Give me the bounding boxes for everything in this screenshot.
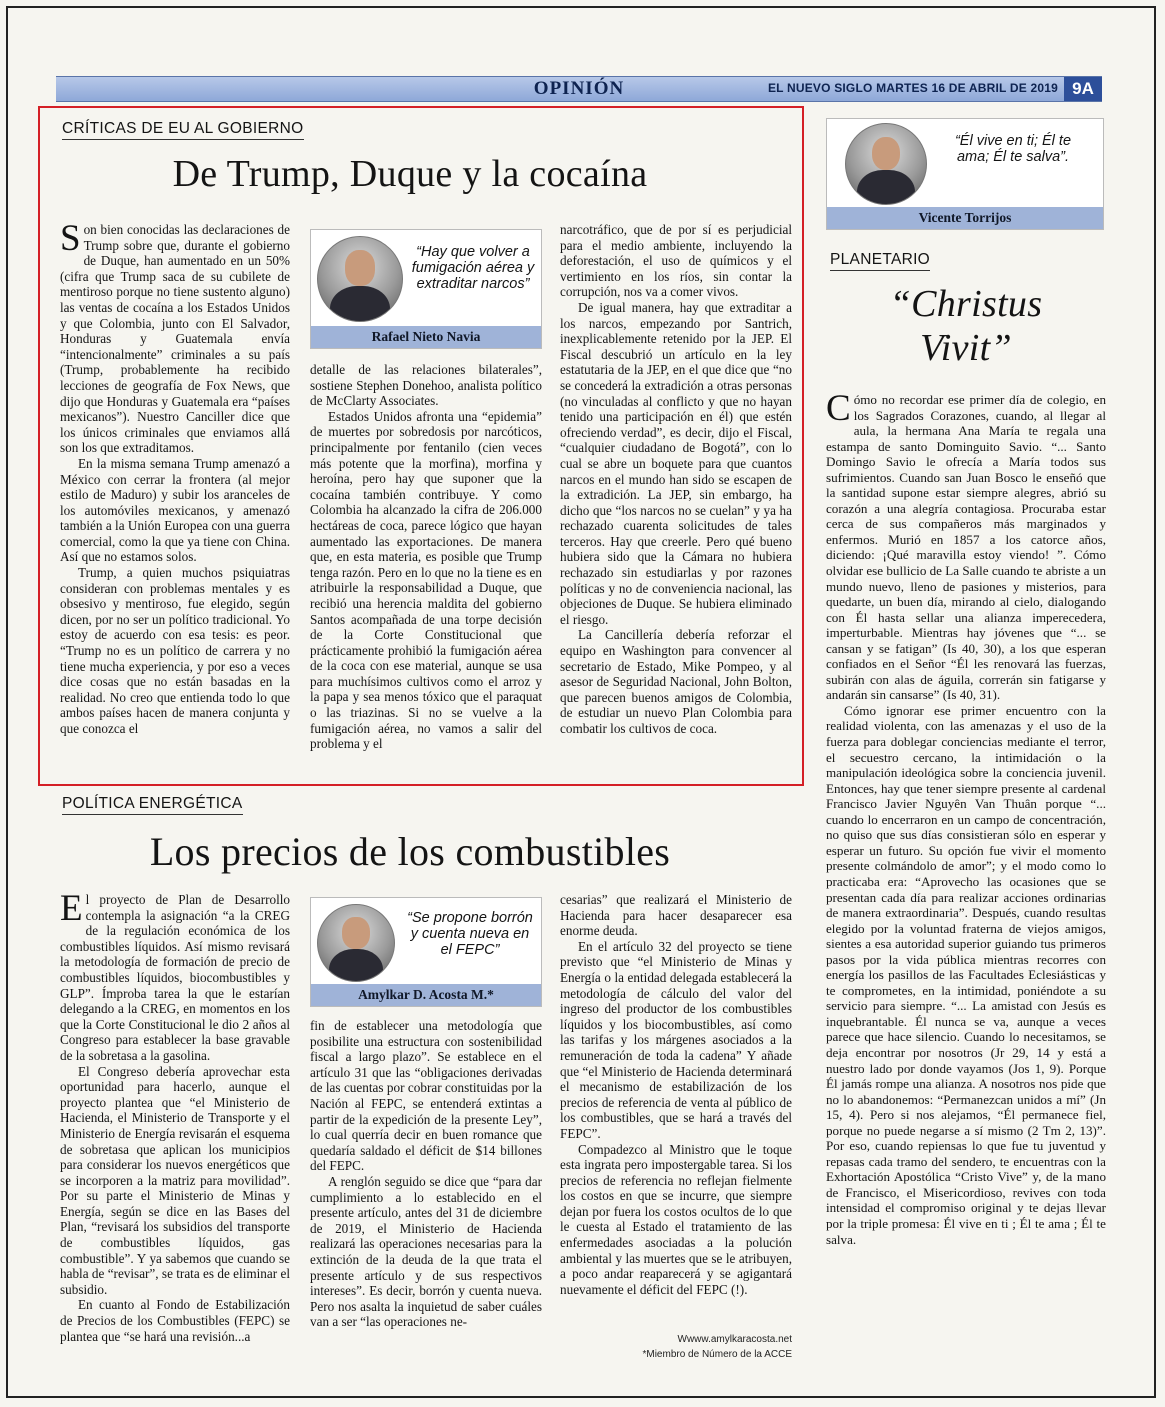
- article2-title: Los precios de los combustibles: [149, 829, 671, 874]
- article1-paragraph: on bien conocidas las declaraciones de Trump sobre que, durante el gobierno de Duque, han aumentado en un 50% (cifra que Trump saca de su cubilete de mentiroso porque no tiene sustento alguno) las ventas de cocaína a los Estados Unidos y que Colombia, junto con El Salvador, Honduras y Guatemala envía “intencionalmente” criminales a su país (Trump, probablemente ha recibido lecciones de geografía de Fox News, que dijo que Honduras y Guatemala era “países mexicanos”). Nuestro Canciller dice que los únicos criminales que enviamos allá son los que extraditamos.: [60, 222, 290, 456]
- article2-website: Wwww.amylkaracosta.net: [677, 1334, 792, 1345]
- article1-col1: [60, 218, 290, 737]
- article1-paragraph: De igual manera, hay que extraditar a los narcos, empezando por Santrich, inexplicablemente retenido por la JEP. El Fiscal descubrió un artículo en la ley estatutaria de la JEP, en el que dice que “no se concederá la extradición a otras personas (no vinculadas al conflicto y que no hayan tenido una participación en él) que estén ofreciendo verdad”, es decir, dijo el Fiscal, “cualquier ciudadano de Bogotá”, con lo cual se abre un boquete para que cuantos narcos en el mundo han sido se escapen de la extradición. La JEP, sin embargo, ha dicho que “los narcos no se cuelan” y ya ha rechazado cuarenta solicitudes de tales terceros. Hay que creerle. Pero qué bueno hubiera sido que la Cámara no hubiera rechazado sin estudiarlas y por razones políticas y no de conveniencia nacional, las objeciones de Duque. Se hubiera eliminado el riesgo.: [560, 299, 792, 627]
- article3-title-line2: Vivit”: [920, 327, 1012, 369]
- author-name: Vicente Torrijos: [827, 207, 1103, 229]
- author-name: Amylkar D. Acosta M.*: [311, 984, 541, 1006]
- author-quote: “Él vive en ti; Él te ama; Él te salva”.: [954, 133, 1072, 165]
- author-quote: “Se propone borrón y cuenta nueva en el FEPC”: [407, 910, 533, 958]
- article2-author-box: [310, 897, 542, 1007]
- article1-dropcap: S: [60, 218, 81, 259]
- article1-kicker: CRÍTICAS DE EU AL GOBIERNO: [62, 120, 304, 140]
- article2-paragraph: cesarias” que realizará el Ministerio de Hacienda para hacer desaparecer esa enorme deuda.: [560, 892, 792, 939]
- article3-title: [826, 282, 1106, 370]
- article1-title: De Trump, Duque y la cocaína: [172, 153, 648, 195]
- article3-kicker: PLANETARIO: [830, 251, 930, 271]
- article1-paragraph: Estados Unidos afronta una “epidemia” de muertes por sobredosis por narcóticos, principalmente por fentanilo (cien veces más potente que la morfina), morfina y heroína, pero hay que suponer que la cocaína también contribuye. Y como Colombia ha alcanzado la cifra de 206.000 hectáreas de coca, parece lógico que hayan aumentado las exportaciones. De manera que, en esta materia, es posible que Trump tenga razón. Pero en lo que no la tiene es en atribuirle la responsabilidad a Duque, que recibió una herencia maldita del gobierno Santos acompañada de una torpe decisión de la Corte Constitucional que prácticamente prohibió la fumigación aérea de la coca con ese material, aunque se usa para muchísimos cultivos como el arroz y la papa y sea menos tóxico que el paraquat o las triazinas. Si no se vuelve a la fumigación aérea, no vamos a salir del problema y el: [310, 408, 542, 752]
- article2-col2: [310, 1018, 542, 1330]
- article2-footnote: *Miembro de Número de la ACCE: [642, 1349, 792, 1360]
- article2-paragraph: Compadezco al Ministro que le toque esta ingrata pero impostergable tarea. Si los precios de referencia no reflejan fielmente los costos en que se incurre, que siempre dejan por fuera los costos ocultos de lo que le cuesta al Estado el tratamiento de las enfermedades asociadas a la polución ambiental y las muertes que se le atribuyen, a poco andar reaparecerá y se agigantará nuevamente el déficit del FEPC (!).: [560, 1141, 792, 1297]
- article1-col2: [310, 362, 542, 752]
- article3-author-box: [826, 118, 1104, 230]
- article1-col3: [560, 222, 792, 737]
- header-info: EL NUEVO SIGLO MARTES 16 DE ABRIL DE 2019: [767, 81, 1058, 95]
- article2-paragraph: l proyecto de Plan de Desarrollo contempla la asignación “a la CREG de la regulación económica de los combustibles líquidos. Así mismo revisará la metodología de formación de precio de combustibles líquidos, biocombustibles y GLP”. Ímproba tarea la que le estarían delegando a la CREG, en momentos en los que la Corte Constitucional le dio 2 años al Congreso para establecer la base gravable de la sobretasa a la gasolina.: [60, 892, 290, 1063]
- article1-paragraph: detalle de las relaciones bilaterales”, sostiene Stephen Donehoo, analista político de McClarty Associates.: [310, 362, 542, 409]
- author-photo: [317, 904, 395, 982]
- page-header: [56, 76, 1102, 102]
- article2-paragraph: A renglón seguido se dice que “para dar cumplimiento a lo establecido en el presente artículo, antes del 31 de diciembre de 2019, el Ministerio de Hacienda realizará las operaciones necesarias para la extinción de la deuda de la que trata el presente artículo y de sus respectivos intereses”. Es decir, borrón y cuenta nueva. Pero nos asalta la inquietud de saber cuáles van a ser “las operaciones ne-: [310, 1173, 542, 1330]
- article2-dropcap: E: [60, 888, 83, 929]
- article2-paragraph: El Congreso debería aprovechar esta oportunidad para hacerlo, aunque el proyecto plantea que “el Ministerio de Hacienda, el Ministerio de Transporte y el Ministerio de Energía revisarán el esquema de sobretasa que aplican los municipios para considerar los nuevos energéticos que se incorporen a la matriz para movilidad”. Por su parte el Ministerio de Minas y Energía, según se dice en las Bases del Plan, “revisará los subsidios del transporte de combustibles líquidos, gas combustible”. Y ya sabemos que cuando se habla de “revisar”, se trata es de eliminar el subsidio.: [60, 1063, 290, 1297]
- article2-paragraph: En cuanto al Fondo de Estabilización de Precios de los Combustibles (FEPC) se plantea que “se hará una revisión...a: [60, 1297, 290, 1344]
- article3-title-line1: “Christus: [889, 283, 1043, 325]
- article2-paragraph: fin de establecer una metodología que posibilite una estructura con sostenibilidad fiscal a largo plazo”. Se establece en el artículo 31 que las “obligaciones derivadas de las cuentas por cobrar constituidas por la Nación al FEPC, se entenderá extintas a partir de la expedición de la presente Ley”, lo cual querría decir en buen romance que quedaría saldado el déficit de $14 billones del FEPC.: [310, 1018, 542, 1174]
- article3-col1: [826, 388, 1106, 1247]
- article2-col1: [60, 888, 290, 1344]
- article1-paragraph: narcotráfico, que de por sí es perjudicial para el medio ambiente, incluyendo la deforestación, el uso de químicos y el vertimiento en los ríos, sin contar la corrupción, nos va a comer vivos.: [560, 222, 792, 300]
- page-number: 9A: [1064, 77, 1102, 101]
- article2-paragraph: En el artículo 32 del proyecto se tiene previsto que “el Ministerio de Minas y Energía o la entidad delegada establecerá la metodología de cálculo del valor del ingreso del productor de los combustibles líquidos y los biocombustibles, así como las tarifas y los márgenes asociados a la remuneración de toda la cadena” Y añade que “el Ministerio de Hacienda determinará el mecanismo de estabilización de los precios de referencia de venta al público de los combustibles, que se hará a través del FEPC”.: [560, 938, 792, 1141]
- article3-dropcap: C: [826, 388, 851, 429]
- article3-paragraph: ómo no recordar ese primer día de colegio, en los Sagrados Corazones, cuando, al llegar al aula, la hermana Ana María te regala una estampa de santo Dominguito Savio. “... Santo Domingo Savio le ofrecía a María todos sus sufrimientos. Cuando san Juan Bosco le enseñó que la santidad supone estar siempre alegres, abrió su corazón a una alegría contagiosa. Procuraba estar cerca de sus compañeros más marginados y enfermos. Murió en 1857 a los catorce años, diciendo: ¡Qué maravilla estoy viendo! ”. Cómo olvidar ese bullicio de La Salle cuando te abriste a un mundo nuevo, lleno de pasiones y misterios, para quedarte, un buen día, mirando al cielo, dialogando con Él hasta sellar una alianza imperecedera, imperturbable. Mientras hay jóvenes que “... se cansan y se fatigan” (Is 40, 30), a los que esperan confiados en el Señor “Él les renovará las fuerzas, subirán con alas de águila, correrán sin fatigarse y andarán sin cansarse” (Is 40, 31).: [826, 392, 1106, 703]
- section-name: OPINIÓN: [533, 78, 625, 99]
- article3-paragraph: Cómo ignorar ese primer encuentro con la realidad violenta, con las amenazas y el uso de la fuerza para doblegar conciencias mediante el terror, el secuestro cercano, la intimidación o la manipulación ideológica sobre la conciencia juvenil. Entonces, hay que tener siempre presente al cardenal Francisco Javier Nguyên Van Thuân porque “... cuando lo encerraron en un campo de concentración, no quiso que sus días consistieran sólo en esperar y esperar un futuro. Su opción fue vivir el momento presente colmándolo de amor”; y el modo como lo practicaba era: “Aprovecho las ocasiones que se presentan cada día para realizar acciones ordinarias de manera extraordinaria”. Después, cuando resultas elegido por la voluntad fraterna de viejos amigos, sientes a esa autoridad superior guiando tus primeros pasos por la vida pública mientras recorres con energía los pasillos de las Facultades Eclesiásticas y te comprometes, en la intimidad, poniéndote a su servicio para siempre. “... La amistad con Jesús es inquebrantable. Él nunca se va, aunque a veces parece que hace silencio. Cuando lo necesitamos, se deja encontrar por nosotros (Jr 29, 14 y está a nuestro lado por donde vayamos (Jos 1, 9). Porque Él jamás rompe una alianza. A nosotros nos pide que no lo abandonemos: “Permanezcan unidos a mí” (Jn 15, 4). Pero si nos alejamos, “Él permanece fiel, porque no puede negarse a sí mismo (2 Tm 2, 13)”. Por eso, cuando repiensas lo que fue tu juventud y repasas cada tramo del sendero, te encuentras con la Exhortación Apostólica “Cristo Vive” y, de la mano de Francisco, el Misericordioso, revives con toda intensidad el compromiso original y te dejas llevar por la triple promesa: Él vive en ti ; Él te ama ; Él te salva.: [826, 702, 1106, 1247]
- article1-paragraph: La Cancillería debería reforzar el equipo en Washington para convencer al secretario de Estado, Mike Pompeo, y al asesor de Seguridad Nacional, John Bolton, que parecen buenos amigos de Colombia, de estudiar un nuevo Plan Colombia para combatir los cultivos de coca.: [560, 627, 792, 736]
- article1-author-box: [310, 229, 542, 349]
- article2-col3: [560, 892, 792, 1297]
- article1-paragraph: Trump, a quien muchos psiquiatras consideran con problemas mentales y es obsesivo y mentiroso, fue elegido, según dicen, por no ser un político tradicional. Yo estoy de acuerdo con esa tesis: es peor. “Trump no es un político de carrera y no tiene mucha experiencia, y por eso a veces dice cosas que no están basadas en la realidad. No creo que entienda todo lo que ambos países hacen de manera conjunta y que conozca el: [60, 565, 290, 736]
- author-name: Rafael Nieto Navia: [311, 326, 541, 348]
- article1-paragraph: En la misma semana Trump amenazó a México con cerrar la frontera (al mejor estilo de Maduro) y subir los aranceles de los automóviles mexicanos, y amenazó también a la Unión Europea con una guerra comercial, como la que ya tiene con China. Así que no estamos solos.: [60, 455, 290, 565]
- author-quote: “Hay que volver a fumigación aérea y extraditar narcos”: [411, 244, 535, 292]
- article2-kicker: POLÍTICA ENERGÉTICA: [62, 795, 243, 815]
- author-photo: [317, 236, 403, 322]
- author-photo: [845, 123, 927, 205]
